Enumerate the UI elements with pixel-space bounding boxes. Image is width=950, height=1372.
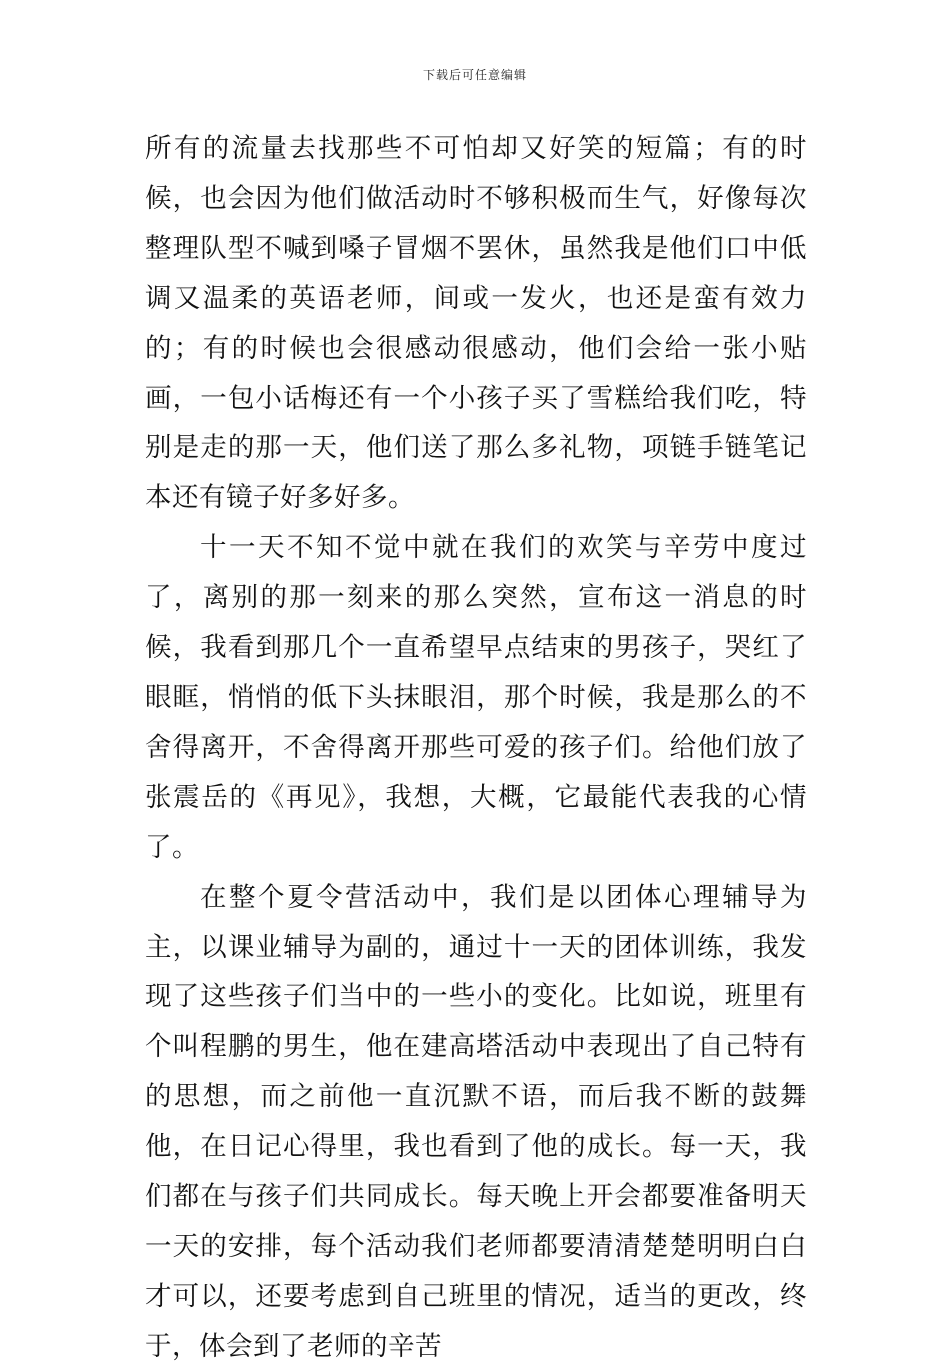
page-header: 下载后可任意编辑 (422, 68, 527, 82)
paragraph-3: 在整个夏令营活动中，我们是以团体心理辅导为主，以课业辅导为副的，通过十一天的团体训练，我发现了这些孩子们当中的一些小的变化。比如说，班里有个叫程鹏的男生，他在建高塔活动中表现出了自己特有的思想，而之前他一直沉默不语，而后我不断的鼓舞他，在日记心得里，我也看到了他的成长。每一天，我们都在与孩子们共同成长。每天晚上开会都要准备明天一天的安排，每个活动我们老师都要清清楚楚明明白白才可以，还要考虑到自己班里的情况，适当的更改，终于，体会到了老师的辛苦 (145, 881, 807, 1362)
paragraph-1: 所有的流量去找那些不可怕却又好笑的短篇；有的时候，也会因为他们做活动时不够积极而生气，好像每次整理队型不喊到嗓子冒烟不罢休，虽然我是他们口中低调又温柔的英语老师，间或一发火，也还是蛮有效力的；有的时候也会很感动很感动，他们会给一张小贴画，一包小话梅还有一个小孩子买了雪糕给我们吃，特别是走的那一天，他们送了那么多礼物，项链手链笔记本还有镜子好多好多。 (145, 133, 807, 514)
paragraph-2: 十一天不知不觉中就在我们的欢笑与辛劳中度过了，离别的那一刻来的那么突然，宣布这一消息的时候，我看到那几个一直希望早点结束的男孩子，哭红了眼眶，悄悄的低下头抹眼泪，那个时候，我是那么的不舍得离开，不舍得离开那些可爱的孩子们。给他们放了张震岳的《再见》，我想，大概，它最能代表我的心情了。 (145, 532, 807, 863)
body-text (145, 124, 807, 1372)
